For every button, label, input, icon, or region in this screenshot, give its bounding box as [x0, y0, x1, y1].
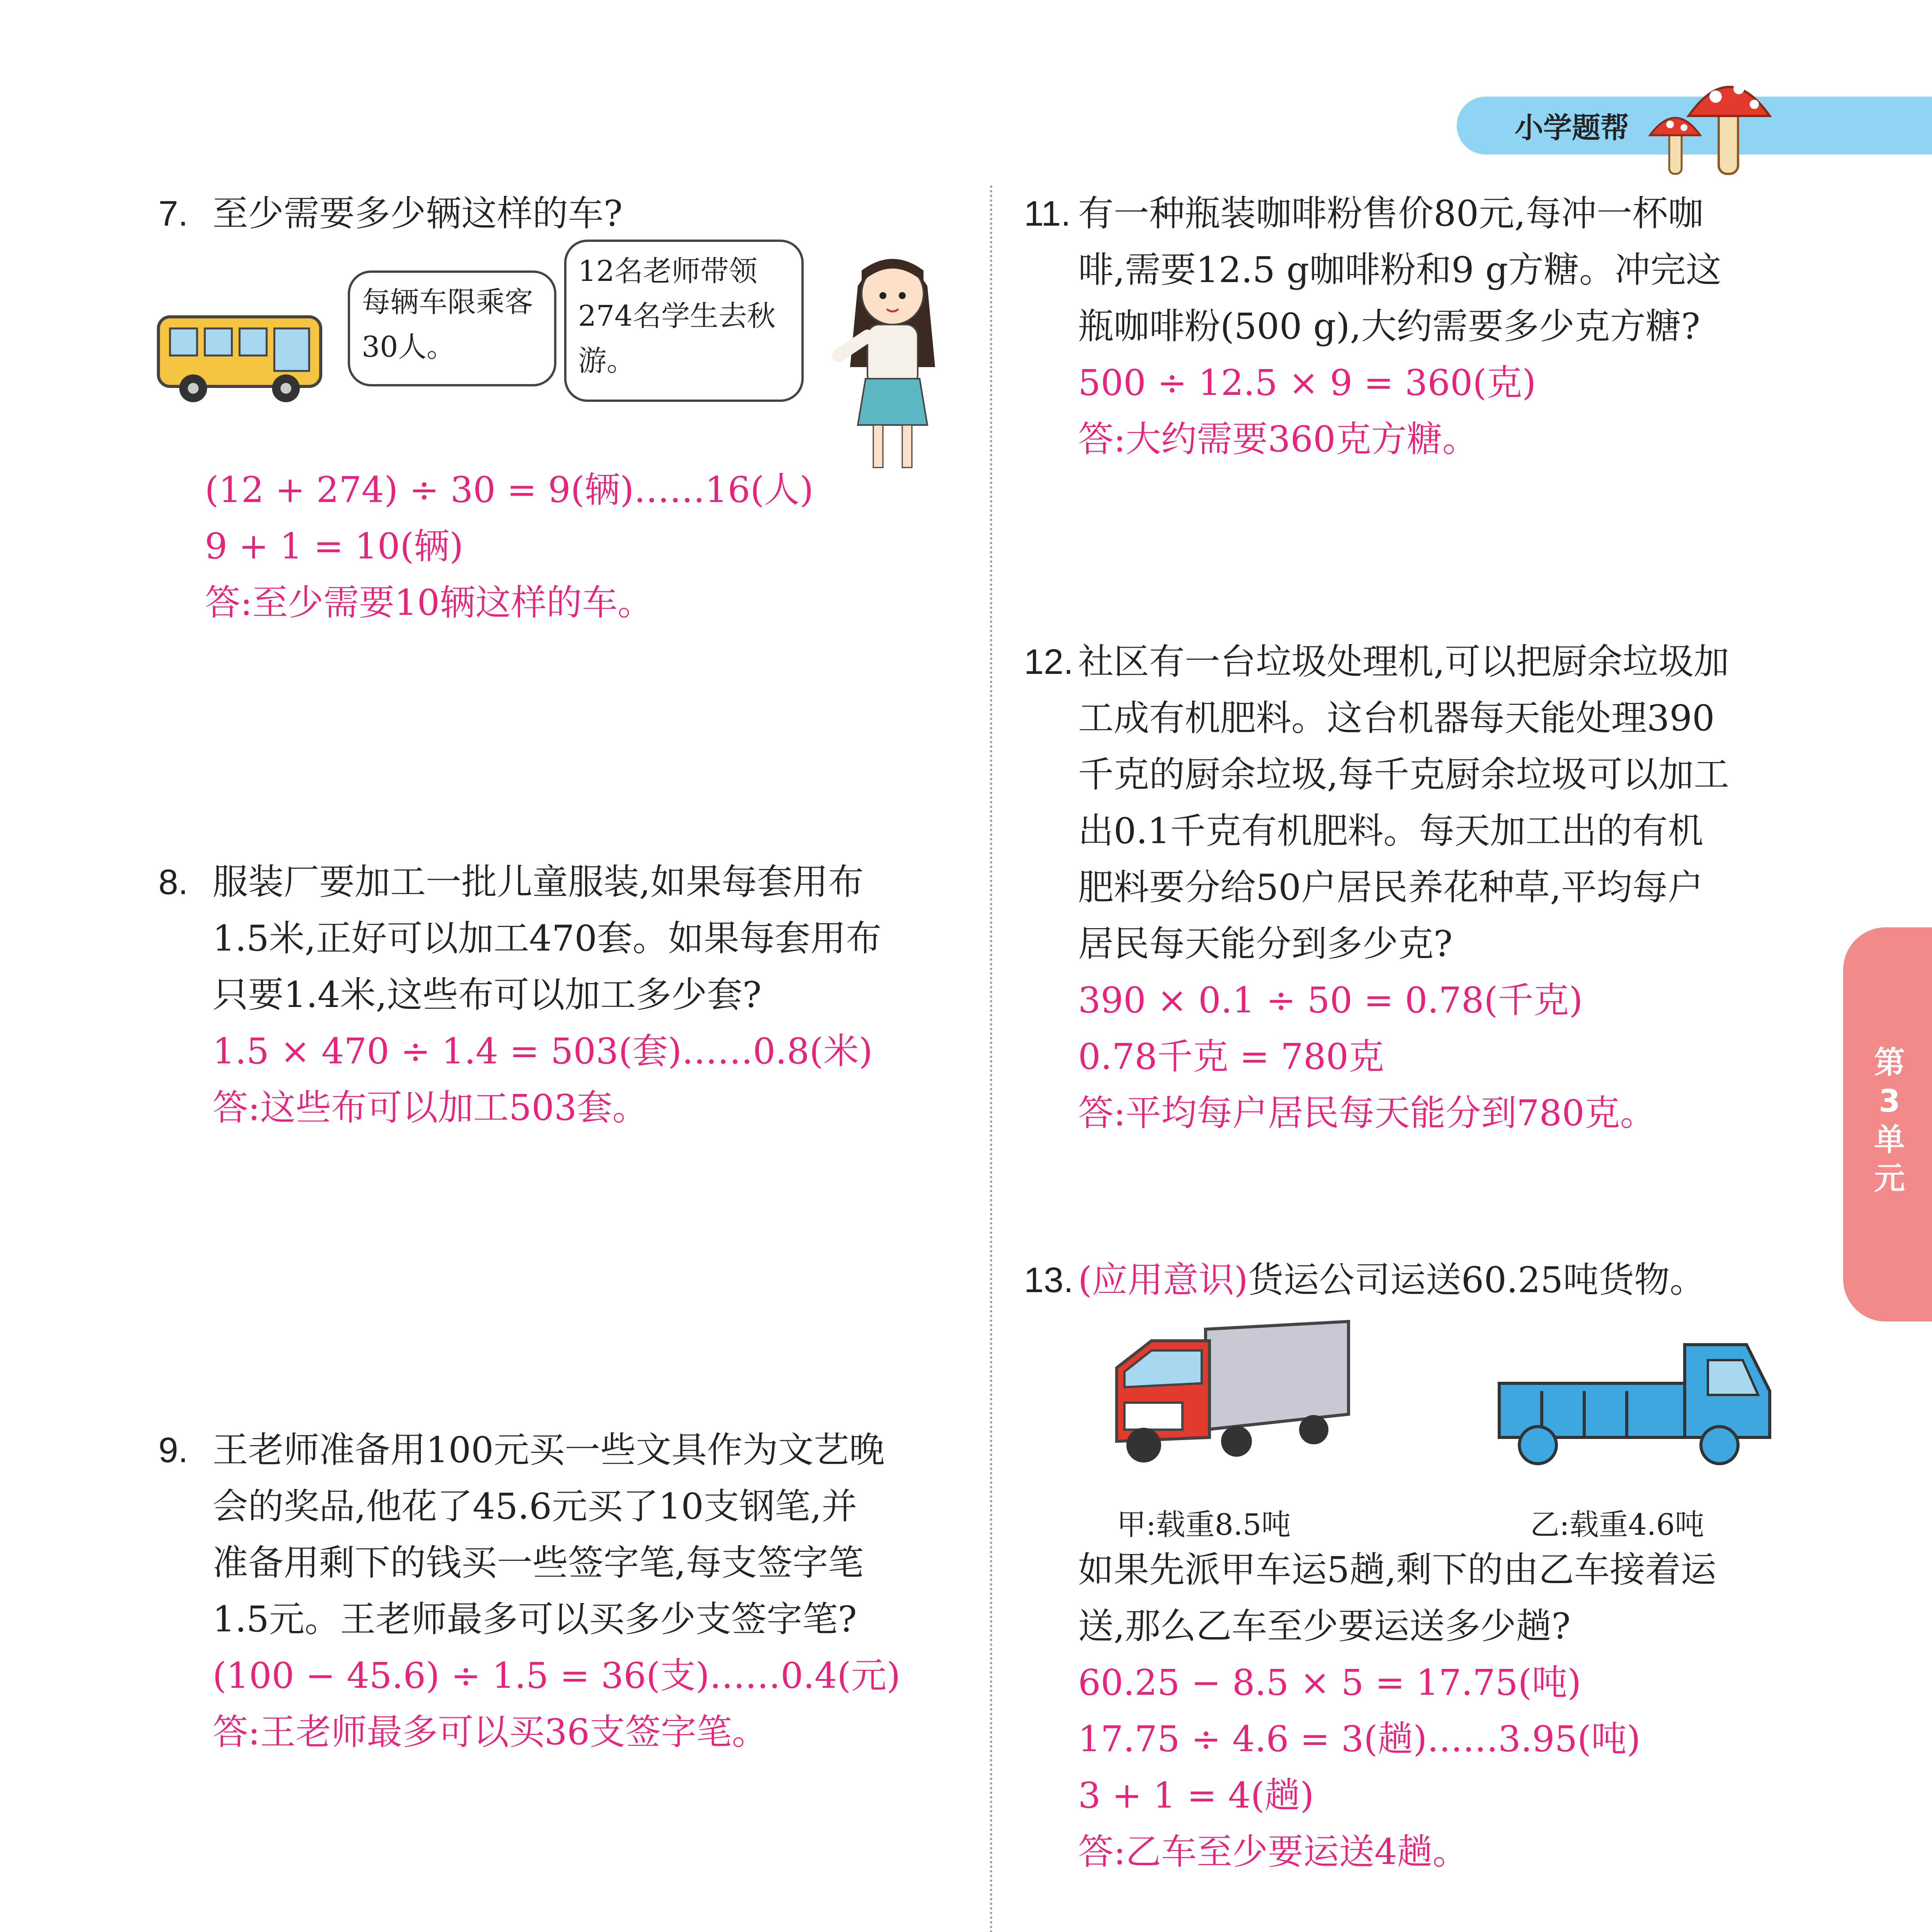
- answer-line: 9 + 1 = 10(辆): [205, 526, 464, 567]
- blue-truck-icon: [1492, 1329, 1785, 1468]
- bus-icon: [155, 309, 328, 410]
- question-line: 肥料要分给50户居民养花种草,平均每户: [1078, 867, 1704, 908]
- question-number: 13.: [1024, 1260, 1073, 1300]
- question-line: 出0.1千克有机肥料。每天加工出的有机: [1078, 810, 1704, 852]
- question-8: [158, 854, 978, 1136]
- question-13-cont: [1024, 1542, 1843, 1880]
- question-number: 12.: [1024, 642, 1073, 682]
- answer-line: 答:至少需要10辆这样的车。: [205, 582, 653, 623]
- question-line: 服装厂要加工一批儿童服装,如果每套用布: [213, 861, 864, 903]
- question-9: [158, 1422, 978, 1760]
- answer-7: [205, 462, 978, 631]
- question-12: [1024, 634, 1843, 1141]
- answer-line: (100 − 45.6) ÷ 1.5 = 36(支)……0.4(元): [213, 1655, 901, 1696]
- question-text: 至少需要多少辆这样的车?: [213, 193, 623, 234]
- question-line: 只要1.4米,这些布可以加工多少套?: [213, 974, 762, 1015]
- column-divider: [990, 185, 992, 1932]
- question-line: 王老师准备用100元买一些文具作为文艺晚: [213, 1429, 885, 1471]
- question-line: 千克的厨余垃圾,每千克厨余垃圾可以加工: [1078, 754, 1730, 795]
- truck-b-caption: 乙:载重4.6吨: [1530, 1507, 1704, 1542]
- answer-line: 答:这些布可以加工503套。: [213, 1087, 648, 1128]
- header-title: 小学题帮: [1515, 111, 1629, 145]
- answer-line: 17.75 ÷ 4.6 = 3(趟)……3.95(吨): [1078, 1718, 1641, 1760]
- answer-line: 0.78千克 = 780克: [1078, 1036, 1384, 1077]
- question-line: 瓶咖啡粉(500 g),大约需要多少克方糖?: [1078, 306, 1701, 347]
- answer-line: 答:王老师最多可以买36支签字笔。: [213, 1711, 768, 1753]
- red-truck-icon: [1109, 1314, 1356, 1476]
- question-text: 货运公司运送60.25吨货物。: [1248, 1259, 1706, 1301]
- mushroom-icon: [1646, 66, 1777, 178]
- answer-line: 3 + 1 = 4(趟): [1078, 1775, 1314, 1816]
- question-line: 社区有一台垃圾处理机,可以把厨余垃圾加: [1078, 641, 1730, 682]
- question-line: 如果先派甲车运5趟,剩下的由乙车接着运: [1078, 1549, 1716, 1590]
- question-number: 8.: [158, 862, 188, 902]
- question-line: 1.5米,正好可以加工470套。如果每套用布: [213, 918, 882, 959]
- speech-bubble-girl: 12名老师带领274名学生去秋游。: [564, 240, 804, 402]
- question-line: 送,那么乙车至少要运送多少趟?: [1078, 1605, 1571, 1647]
- answer-line: 1.5 × 470 ÷ 1.4 = 503(套)……0.8(米): [213, 1031, 873, 1072]
- question-number: 11.: [1024, 194, 1071, 233]
- question-line: 工成有机肥料。这台机器每天能处理390: [1078, 697, 1715, 739]
- answer-line: 60.25 − 8.5 × 5 = 17.75(吨): [1078, 1662, 1582, 1703]
- truck-a-caption: 甲:载重8.5吨: [1117, 1507, 1291, 1542]
- question-line: 准备用剩下的钱买一些签字笔,每支签字笔: [213, 1542, 864, 1583]
- question-line: 会的奖品,他花了45.6元买了10支钢笔,并: [213, 1486, 857, 1527]
- question-line: 居民每天能分到多少克?: [1078, 923, 1453, 964]
- answer-line: 500 ÷ 12.5 × 9 = 360(克): [1078, 362, 1536, 403]
- girl-illustration: [831, 240, 954, 479]
- question-13: [1024, 1252, 1843, 1308]
- answer-line: 答:乙车至少要运送4趟。: [1078, 1831, 1468, 1872]
- question-7: [158, 185, 970, 242]
- question-11: [1024, 185, 1843, 468]
- question-line: 有一种瓶装咖啡粉售价80元,每冲一杯咖: [1078, 193, 1704, 234]
- unit-label: 第3单元: [1874, 1044, 1905, 1196]
- question-number: 7.: [158, 194, 188, 233]
- answer-line: 390 × 0.1 ÷ 50 = 0.78(千克): [1078, 980, 1583, 1021]
- speech-bubble-bus: 每辆车限乘客30人。: [348, 270, 556, 386]
- answer-line: (12 + 274) ÷ 30 = 9(辆)……16(人): [205, 469, 814, 510]
- question-line: 啡,需要12.5 g咖啡粉和9 g方糖。冲完这: [1078, 249, 1721, 291]
- question-line: 1.5元。王老师最多可以买多少支签字笔?: [213, 1599, 857, 1640]
- answer-line: 答:平均每户居民每天能分到780克。: [1078, 1092, 1656, 1134]
- answer-line: 答:大约需要360克方糖。: [1078, 418, 1478, 460]
- question-number: 9.: [158, 1430, 188, 1470]
- tag-label: (应用意识): [1078, 1259, 1248, 1301]
